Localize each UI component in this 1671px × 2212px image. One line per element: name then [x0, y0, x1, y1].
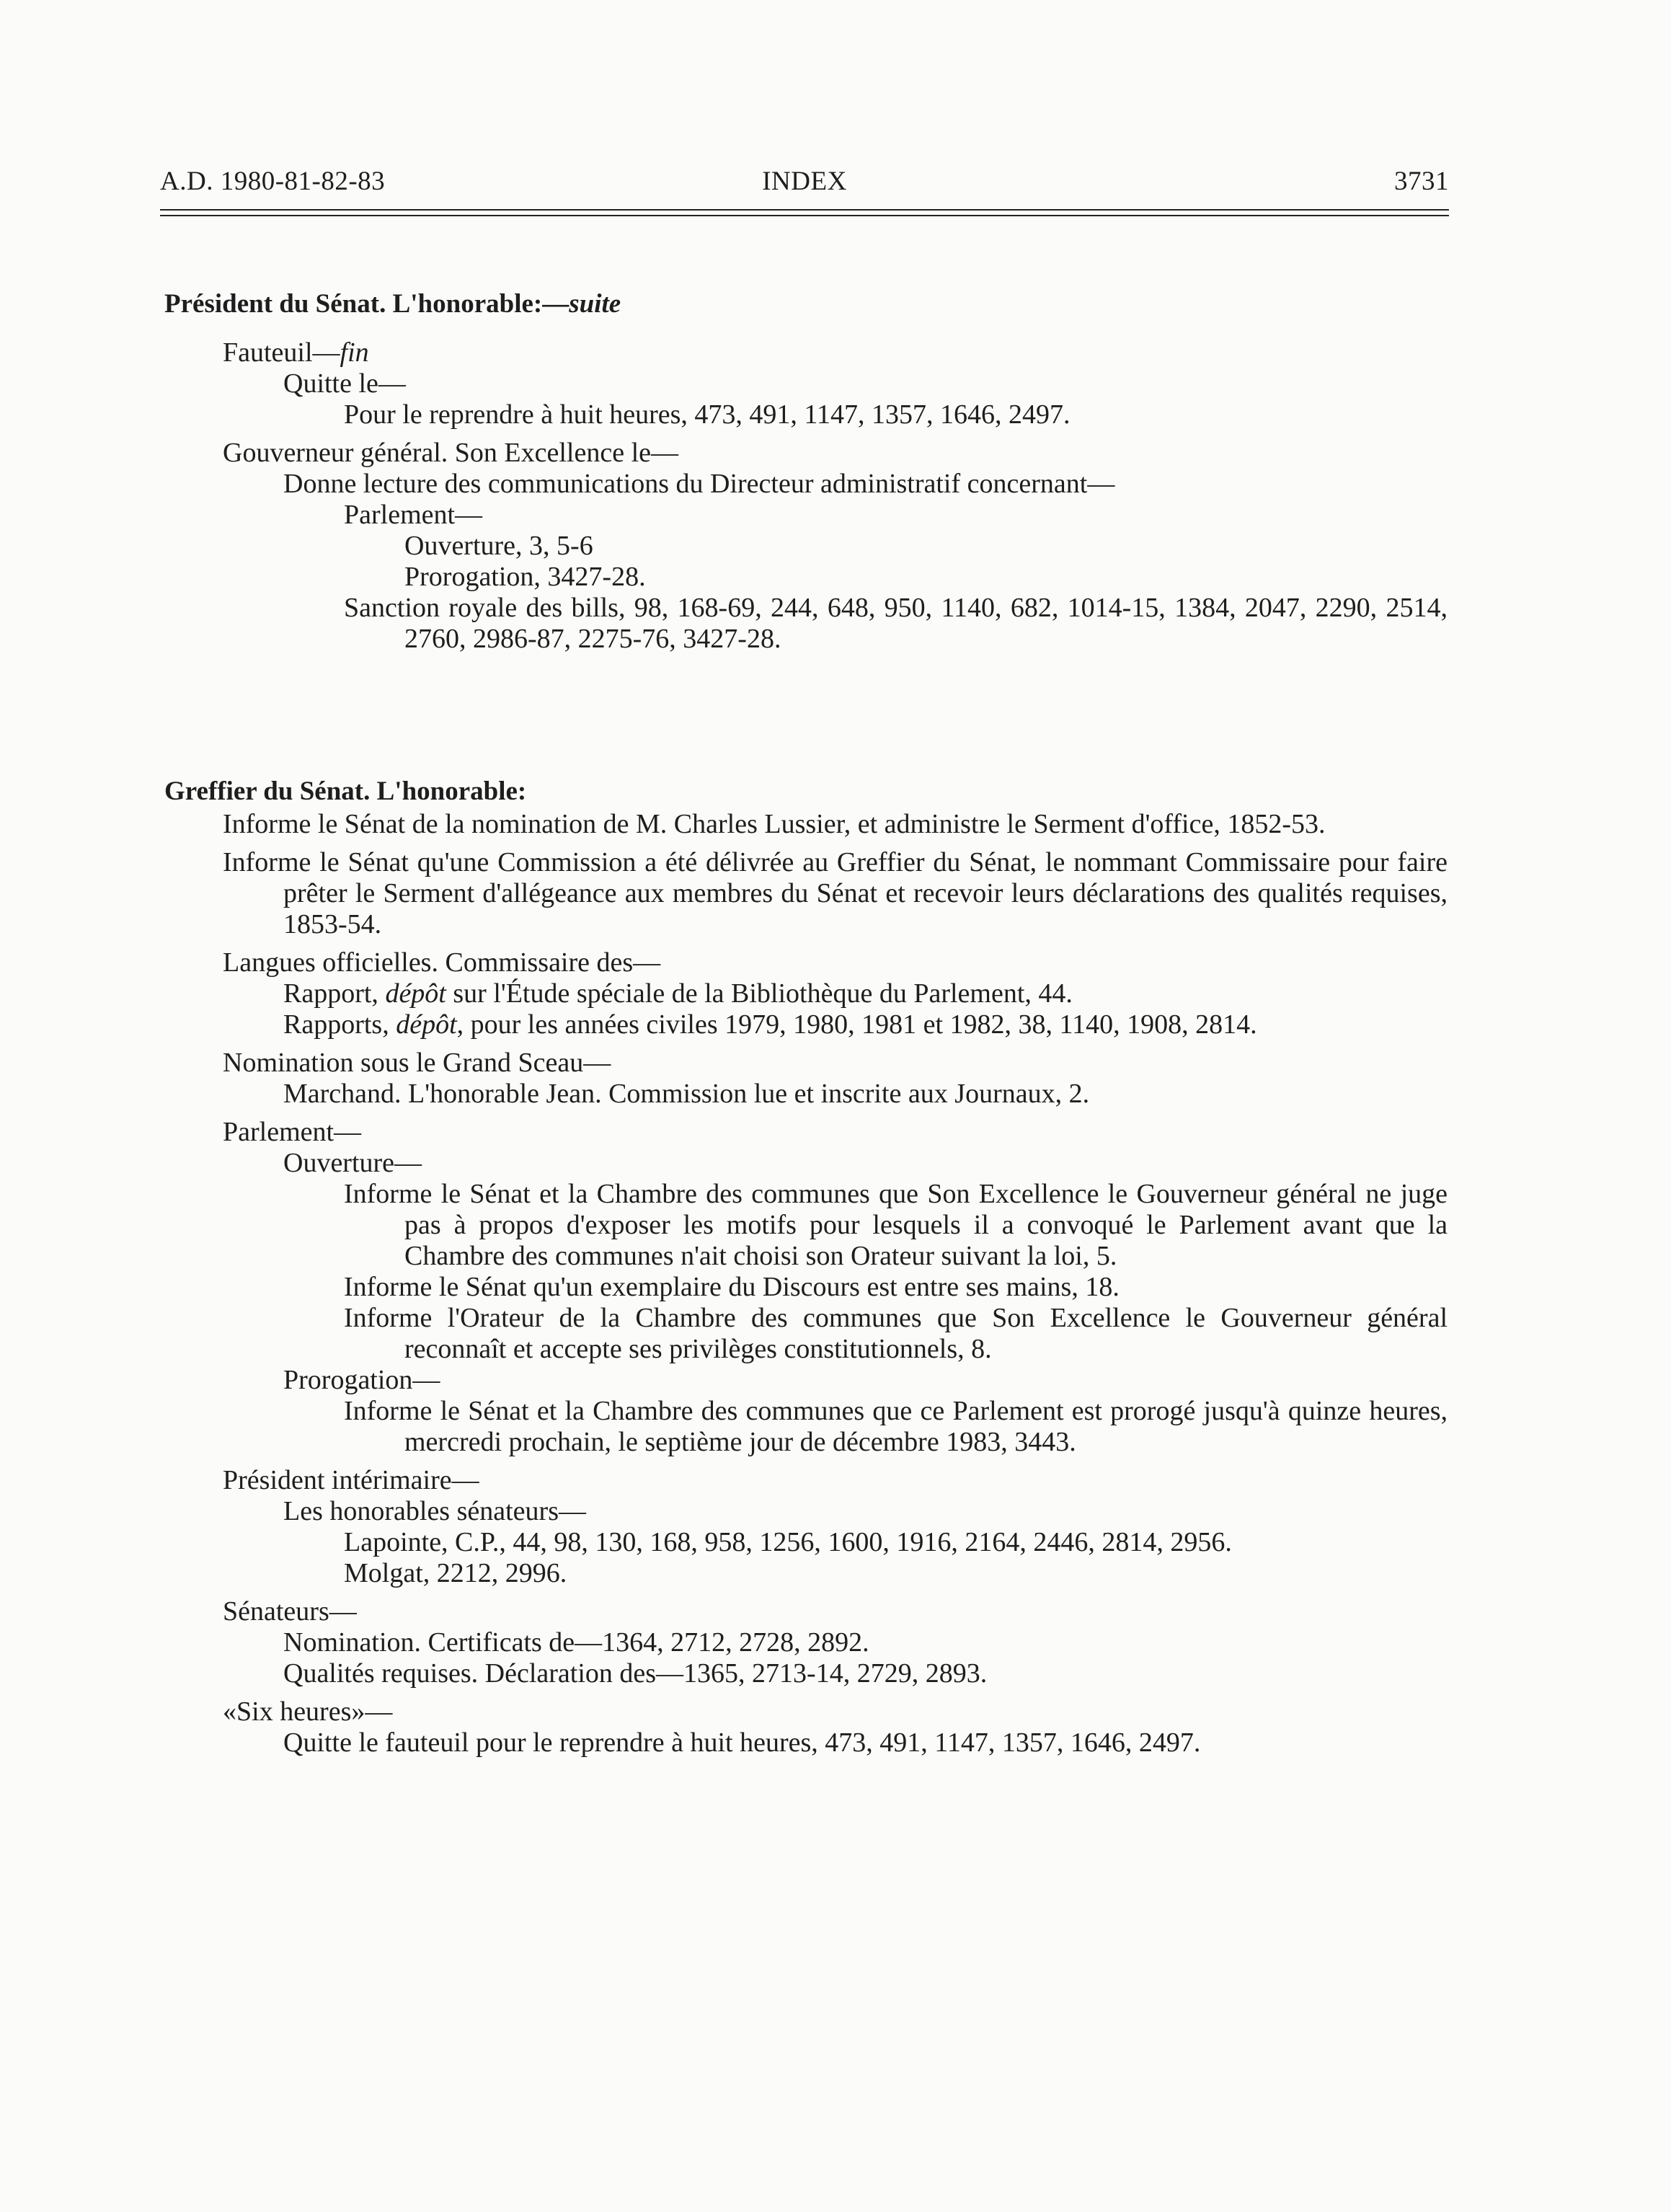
index-entry: Lapointe, C.P., 44, 98, 130, 168, 958, 1256, 1600, 1916, 2164, 2446, 2814, 2956.	[344, 1527, 1232, 1557]
index-entry: Sanction royale des bills, 98, 168-69, 244, 648, 950, 1140, 682, 1014-15, 1384, 2047, 2290, 2514, 2760, 2986-87, 2275-76, 3427-28.	[344, 593, 1448, 654]
index-entry: Informe le Sénat et la Chambre des communes que ce Parlement est prorogé jusqu'à quinze heures, mercredi prochain, le septième jour de décembre 1983, 3443.	[344, 1396, 1448, 1457]
index-entry: Fauteuil—fin	[223, 337, 369, 368]
index-entry: Langues officielles. Commissaire des—	[223, 947, 661, 978]
header-rule-top	[160, 209, 1449, 211]
index-entry: Donne lecture des communications du Directeur administratif concernant—	[283, 469, 1115, 499]
index-entry: Nomination. Certificats de—1364, 2712, 2728, 2892.	[283, 1627, 869, 1658]
header-years: A.D. 1980-81-82-83	[160, 167, 386, 196]
index-entry: Les honorables sénateurs—	[283, 1496, 586, 1526]
index-entry: Parlement—	[344, 500, 483, 530]
index-entry: Ouverture, 3, 5-6	[404, 531, 593, 561]
index-entry: Parlement—	[223, 1117, 362, 1147]
header-title: INDEX	[762, 167, 847, 196]
index-entry: Qualités requises. Déclaration des—1365, 2713-14, 2729, 2893.	[283, 1658, 988, 1689]
index-entry: Nomination sous le Grand Sceau—	[223, 1048, 611, 1078]
index-entry: Président intérimaire—	[223, 1465, 479, 1495]
index-entry: Molgat, 2212, 2996.	[344, 1558, 567, 1588]
index-entry: Prorogation, 3427-28.	[404, 562, 646, 592]
index-section-president	[0, 287, 1671, 655]
index-entry: Prorogation—	[283, 1365, 440, 1395]
index-entry: Informe le Sénat qu'un exemplaire du Discours est entre ses mains, 18.	[344, 1272, 1120, 1302]
index-entry: Informe le Sénat et la Chambre des communes que Son Excellence le Gouverneur général ne juge pas à propos d'exposer les motifs pour lesquels il a convoqué le Parlement avant que la Chambre des communes n'ait choisi son Orateur suivant la loi, 5.	[344, 1179, 1448, 1271]
index-entry: Rapport, dépôt sur l'Étude spéciale de la Bibliothèque du Parlement, 44.	[283, 978, 1073, 1009]
header-page-number: 3731	[1394, 167, 1449, 196]
index-entry: Pour le reprendre à huit heures, 473, 491, 1147, 1357, 1646, 2497.	[344, 399, 1071, 430]
index-entry: Gouverneur général. Son Excellence le—	[223, 438, 679, 468]
index-entry: Rapports, dépôt, pour les années civiles 1979, 1980, 1981 et 1982, 38, 1140, 1908, 2814.	[283, 1009, 1257, 1040]
index-entry: Ouverture—	[283, 1148, 422, 1178]
page-header	[160, 160, 1449, 203]
index-entry: Informe le Sénat qu'une Commission a été délivrée au Greffier du Sénat, le nommant Commissaire pour faire prêter le Serment d'allégeance aux membres du Sénat et recevoir leurs déclarations des qualités requises, 1853-54.	[223, 847, 1448, 939]
index-entry: Quitte le—	[283, 368, 406, 399]
index-entry: Informe le Sénat de la nomination de M. Charles Lussier, et administre le Serment d'office, 1852-53.	[223, 809, 1326, 839]
index-entry: Informe l'Orateur de la Chambre des communes que Son Excellence le Gouverneur général reconnaît et accepte ses privilèges constitutionnels, 8.	[344, 1303, 1448, 1364]
index-entry: «Six heures»—	[223, 1696, 393, 1727]
index-section-greffier	[0, 774, 1671, 1758]
section-title: Président du Sénat. L'honorable:—suite	[164, 289, 621, 319]
header-rule-bottom	[160, 215, 1449, 216]
section-title: Greffier du Sénat. L'honorable:	[164, 777, 527, 806]
index-entry: Sénateurs—	[223, 1596, 357, 1627]
index-entry: Quitte le fauteuil pour le reprendre à huit heures, 473, 491, 1147, 1357, 1646, 2497.	[283, 1727, 1201, 1758]
index-entry: Marchand. L'honorable Jean. Commission lue et inscrite aux Journaux, 2.	[283, 1079, 1090, 1109]
